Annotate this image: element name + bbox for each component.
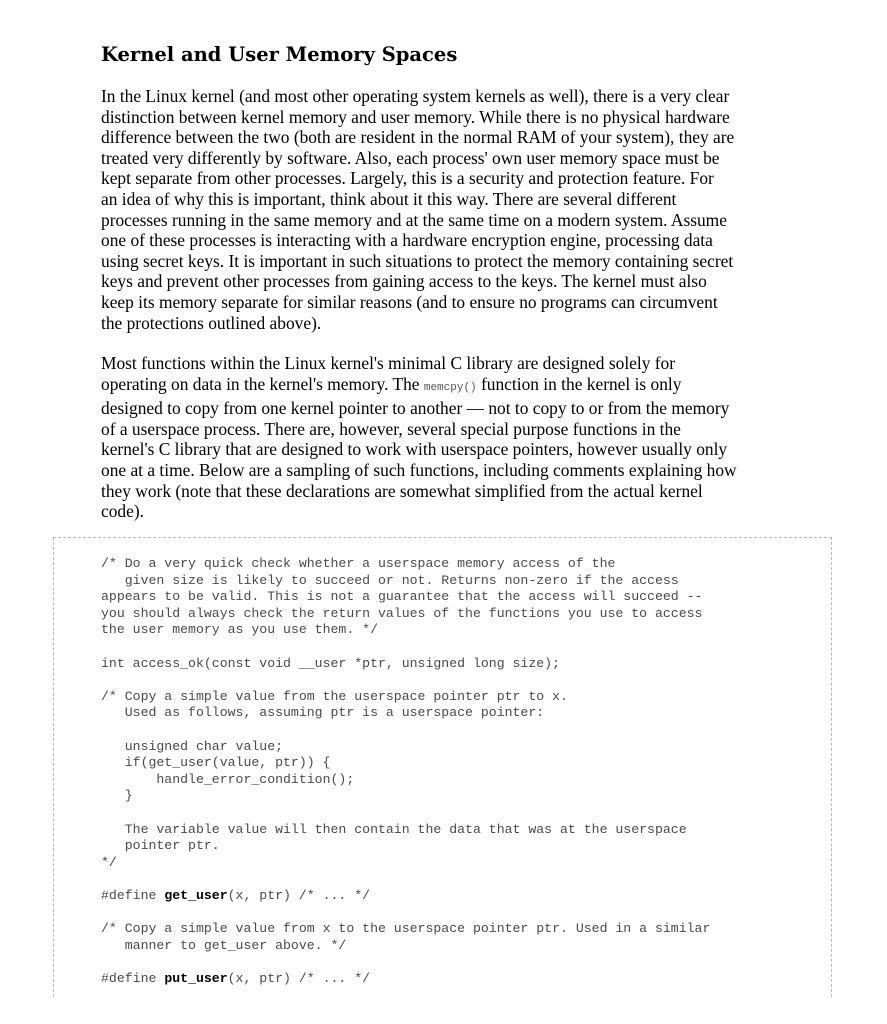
code-line-put-user-define [101, 971, 710, 988]
paragraph-line: keep its memory separate for similar reasons (and to ensure no programs can circumvent [101, 291, 718, 312]
code-line: given size is likely to succeed or not. Returns non-zero if the access [101, 572, 679, 588]
paragraph-text: operating on data in the kernel's memory. The [101, 373, 424, 394]
code-line: /* Copy a simple value from x to the userspace pointer ptr. Used in a similar [101, 921, 711, 937]
code-line: */ [101, 854, 117, 870]
paragraph-line: an idea of why this is important, think about it this way. There are several different [101, 188, 677, 209]
paragraph-line: they work (note that these declarations are somewhat simplified from the actual kernel [101, 480, 703, 501]
code-blank-line [101, 672, 710, 689]
code-line: if(get_user(value, ptr)) { [101, 755, 331, 771]
macro-name-put-user: put_user [164, 970, 228, 986]
paragraph-line: code). [101, 501, 144, 522]
code-line: Used as follows, assuming ptr is a userspace pointer: [101, 705, 545, 721]
macro-args: (x, ptr) /* ... */ [227, 887, 371, 903]
code-blank-line [101, 871, 710, 888]
code-line: handle_error_condition(); [101, 771, 355, 787]
paragraph-line [101, 374, 801, 399]
paragraph-line: kept separate from other processes. Largely, this is a security and protection feature. For [101, 168, 714, 189]
code-line: int access_ok(const void __user *ptr, unsigned long size); [101, 655, 560, 671]
code-blank-line [101, 805, 710, 822]
paragraph-line: treated very differently by software. Also, each process' own user memory space must be [101, 147, 720, 168]
code-blank-line [101, 722, 710, 739]
code-line: /* Do a very quick check whether a userspace memory access of the [101, 556, 616, 571]
paragraph-line: designed to copy from one kernel pointer to another — not to copy to or from the memory [101, 398, 730, 419]
paragraph-line: keys and prevent other processes from gaining access to the keys. The kernel must also [101, 271, 707, 292]
code-blank-line [101, 904, 710, 921]
code-line: manner to get_user above. */ [101, 937, 347, 953]
paragraph-line: distinction between kernel memory and user memory. While there is no physical hardware [101, 106, 730, 127]
define-keyword: #define [101, 887, 165, 903]
macro-args: (x, ptr) /* ... */ [227, 970, 371, 986]
paragraph-line: processes running in the same memory and at the same time on a modern system. Assume [101, 209, 727, 230]
macro-name-get-user: get_user [164, 887, 228, 903]
paragraph-line: the protections outlined above). [101, 312, 322, 333]
define-keyword: #define [101, 970, 165, 986]
paragraph-line: one at a time. Below are a sampling of such functions, including comments explaining how [101, 459, 737, 480]
code-line: you should always check the return values of the functions you use to access [101, 605, 703, 621]
section-heading: Kernel and User Memory Spaces [101, 43, 458, 66]
paragraph-line: one of these processes is interacting with a hardware encryption engine, processing data [101, 230, 713, 251]
code-line: unsigned char value; [101, 738, 284, 754]
code-line: the user memory as you use them. */ [101, 622, 378, 638]
intro-paragraph [101, 86, 801, 333]
code-line: pointer ptr. [101, 838, 220, 854]
code-line: /* Copy a simple value from the userspace pointer ptr to x. [101, 688, 568, 704]
paragraph-line: difference between the two (both are resident in the normal RAM of your system), they are [101, 127, 735, 148]
paragraph-line: In the Linux kernel (and most other operating system kernels as well), there is a very clear [101, 86, 730, 106]
paragraph-line: kernel's C library that are designed to work with userspace pointers, however usually only [101, 439, 728, 460]
paragraph-line: of a userspace process. There are, however, several special purpose functions in the [101, 418, 681, 439]
paragraph-line: Most functions within the Linux kernel's minimal C library are designed solely for [101, 353, 676, 373]
code-blank-line [101, 954, 710, 971]
code-listing [101, 556, 710, 987]
code-line: appears to be valid. This is not a guarantee that the access will succeed -- [101, 589, 703, 605]
paragraph-line: using secret keys. It is important in such situations to protect the memory containing secret [101, 250, 734, 271]
library-paragraph [101, 353, 801, 522]
code-line-get-user-define [101, 888, 710, 905]
code-line: The variable value will then contain the data that was at the userspace [101, 821, 687, 837]
paragraph-text: function in the kernel is only [476, 373, 682, 394]
inline-code-memcpy: memcpy() [423, 381, 477, 394]
code-line: } [101, 788, 133, 804]
code-blank-line [101, 639, 710, 656]
